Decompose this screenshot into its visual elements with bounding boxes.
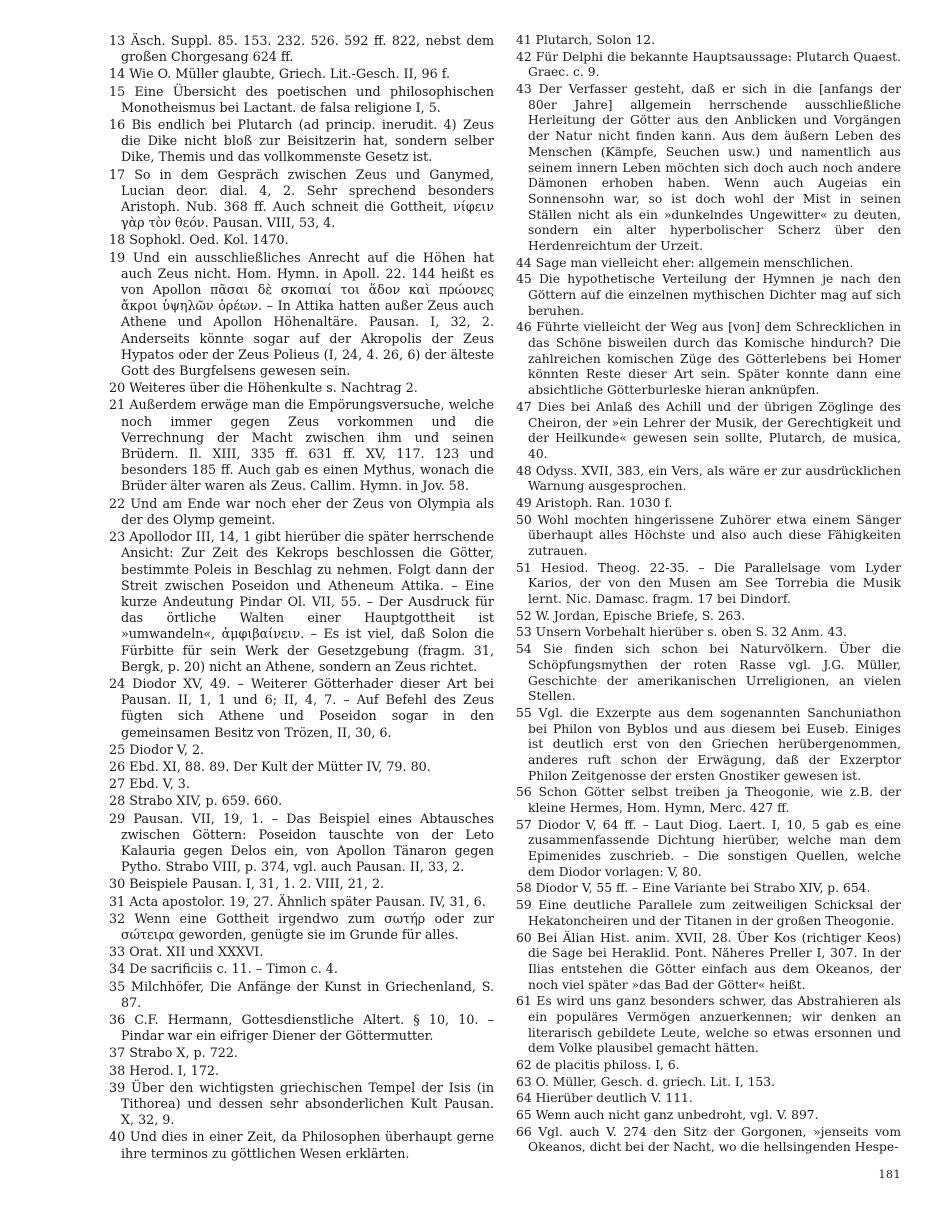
footnote-text: Führte vielleicht der Weg aus [von] dem Schrecklichen in das Schöne bisweilen durch das Komische hindurch? Die zahlreichen komischen Züge des Götterlebens bei Homer könnten Reste dieser Art sein. Später konnte dann eine absichtliche Götterburleske hieran anknüpfen. xyxy=(528,320,901,398)
footnote xyxy=(516,1091,901,1107)
footnote-text: Für Delphi die bekannte Hauptsaussage: Plutarch Quaest. Graec. c. 9. xyxy=(528,49,901,80)
footnote-text: Eine deutliche Parallele zum zeitweiligen Schicksal der Hekatoncheiren und der Titanen in der großen Theogonie. xyxy=(528,898,901,928)
footnote-number: 43 xyxy=(516,82,532,97)
footnote-text: C.F. Hermann, Gottesdienstliche Altert. § 10, 10. – Pindar war ein eifriger Diener der Göttermutter. xyxy=(121,1011,494,1044)
footnote-text: Weiteres über die Höhenkulte s. Nachtrag 2. xyxy=(129,380,418,396)
footnote-number: 22 xyxy=(109,495,126,511)
footnote xyxy=(516,994,901,1057)
footnote-number: 39 xyxy=(109,1079,126,1095)
footnote-text: Eine Übersicht des poetischen und philosophischen Monotheismus bei Lactant. de falsa religione I, 5. xyxy=(121,83,494,115)
footnote xyxy=(109,1045,494,1061)
footnote-text: Hesiod. Theog. 22-35. – Die Parallelsage vom Lyder Karios, der von den Musen am See Torrebia die Musik lernt. Nic. Damasc. fragm. 17 bei Dindorf. xyxy=(528,560,901,607)
footnote-text: Vgl. auch V. 274 den Sitz der Gorgonen, »jenseits vom Okeanos, dicht bei der Nacht, wo die hellsingenden Hespe- xyxy=(528,1124,901,1155)
footnote xyxy=(516,609,901,625)
footnote-number: 46 xyxy=(516,320,532,335)
page-number: 181 xyxy=(878,1168,901,1181)
footnote-number: 57 xyxy=(516,817,532,832)
footnote xyxy=(516,931,901,994)
footnote-number: 27 xyxy=(109,776,126,792)
footnote-number: 38 xyxy=(109,1062,126,1078)
footnote-text: Hierüber deutlich V. 111. xyxy=(535,1091,693,1106)
footnote-text: Dies bei Anlaß des Achill und der übrigen Zöglinge des Cheiron, der »ein Lehrer der Musik, der Gerechtigkeit und der Heilkunde« gewesen sein sollte, Plutarch, de musica, 40. xyxy=(528,399,901,461)
footnote-number: 55 xyxy=(516,705,532,720)
notes-column-right xyxy=(516,33,901,1157)
footnote-text: Diodor V, 55 ff. – Eine Variante bei Strabo XIV, p. 654. xyxy=(535,881,871,896)
footnote-number: 15 xyxy=(109,83,126,99)
notes-column-left xyxy=(109,33,494,1163)
footnote-text: De sacrificiis c. 11. – Timon c. 4. xyxy=(129,961,338,977)
footnote xyxy=(109,84,494,116)
footnote-text: Außerdem erwäge man die Empörungsversuche, welche noch immer gegen Zeus vorkommen und die Verrechnung der Macht zwischen ihm und seinen Brüdern. Il. XIII, 335 ff. 631 ff. XV, 117. 123 und besonders 185 ff. Auch gab es einen Mythus, wonach die Brüder älter waren als Zeus. Callim. Hymn. in Jov. 58. xyxy=(121,397,494,494)
footnote-text: Herod. I, 172. xyxy=(129,1062,219,1078)
footnote-text: Äsch. Suppl. 85. 153. 232. 526. 592 ff. 822, nebst dem großen Chorgesang 624 ff. xyxy=(121,33,494,65)
footnote-text: Vgl. die Exzerpte aus dem sogenannten Sanchuniathon bei Philon von Byblos und aus diesem bei Euseb. Einiges ist deutlich erst von den Griechen herübergenommen, anderes ruft schon der Erwägung, daß der Exzerptor Philon Zeitgenosse der ersten Gnostiker gewesen ist. xyxy=(528,705,901,783)
footnote-text: Diodor V, 2. xyxy=(129,741,205,757)
footnote-text: Aristoph. Ran. 1030 f. xyxy=(535,495,673,510)
footnote xyxy=(516,272,901,319)
footnote xyxy=(109,1129,494,1161)
footnote xyxy=(516,33,901,49)
footnote-number: 65 xyxy=(516,1108,532,1123)
footnote xyxy=(109,496,494,528)
footnote-text: Über den wichtigsten griechischen Tempel der Isis (in Tithorea) und dessen sehr absonderlichen Kult Pausan. X, 32, 9. xyxy=(121,1079,494,1128)
footnote xyxy=(109,397,494,494)
footnote-text: Apollodor III, 14, 1 gibt hierüber die später herrschende Ansicht: Zur Zeit des Kekrops beschlossen die Götter, bestimmte Poleis in Beschlag zu nehmen. Folgt dann der Streit zwischen Poseidon und Atheneum Attika. – Eine kurze Andeutung Pindar Ol. VII, 55. – Der Ausdruck für das örtliche Walten einer Hauptgottheit ist »umwandeln«, ἀμφιβαίνειν. – Es ist viel, daß Solon die Fürbitte für sein Werk der Gesetzgebung (fragm. 31, Bergk, p. 20) nicht an Athene, sondern an Zeus richtet. xyxy=(121,529,494,674)
footnote-number: 24 xyxy=(109,675,126,691)
footnote xyxy=(109,742,494,758)
footnote-number: 36 xyxy=(109,1011,126,1027)
footnote-text: Wie O. Müller glaubte, Griech. Lit.-Gesch. II, 96 f. xyxy=(129,66,450,82)
footnote-number: 52 xyxy=(516,608,532,623)
footnote-number: 31 xyxy=(109,893,126,909)
footnote-text: Strabo X, p. 722. xyxy=(129,1045,238,1061)
footnote-text: O. Müller, Gesch. d. griech. Lit. I, 153. xyxy=(535,1074,775,1089)
footnote-text: Acta apostolor. 19, 27. Ähnlich später Pausan. IV, 31, 6. xyxy=(129,893,486,909)
footnote-text: Ebd. V, 3. xyxy=(129,776,190,792)
footnote xyxy=(516,881,901,897)
footnote xyxy=(516,785,901,816)
footnote-number: 30 xyxy=(109,876,126,892)
footnote xyxy=(109,876,494,892)
footnote-text: Milchhöfer, Die Anfänge der Kunst in Griechenland, S. 87. xyxy=(121,978,494,1010)
footnote-text: Diodor V, 64 ff. – Laut Diog. Laert. I, 10, 5 gab es eine zusammenfassende Dichtung hierüber, welche man dem Epimenides zuschrieb. – Die sonstigen Quellen, welche dem Diodor vorlagen: V, 80. xyxy=(528,817,901,879)
footnote xyxy=(109,117,494,166)
footnote-text: Und am Ende war noch eher der Zeus von Olympia als der des Olymp gemeint. xyxy=(121,495,494,527)
footnote-text: Die hypothetische Verteilung der Hymnen je nach den Göttern auf die einzelnen mythischen Dichter mag auf sich beruhen. xyxy=(528,272,901,318)
footnote-text: Beispiele Pausan. I, 31, 1. 2. VIII, 21, 2. xyxy=(129,876,385,892)
footnote-number: 50 xyxy=(516,512,532,527)
footnote-number: 13 xyxy=(109,33,126,48)
footnote-number: 61 xyxy=(516,994,532,1009)
footnote xyxy=(109,1012,494,1044)
footnote-text: Pausan. VII, 19, 1. – Das Beispiel eines Abtausches zwischen Göttern: Poseidon tauschte von der Leto Kalauria gegen Delos ein, von Apollon Tänaron gegen Pytho. Strabo VIII, p. 374, vgl. auch Pausan. II, 33, 2. xyxy=(121,810,494,875)
footnote xyxy=(516,50,901,81)
footnote xyxy=(516,496,901,512)
footnote-number: 66 xyxy=(516,1124,532,1139)
footnote xyxy=(109,232,494,248)
footnote-number: 33 xyxy=(109,944,126,960)
footnote xyxy=(516,400,901,463)
footnote xyxy=(109,944,494,960)
footnote-number: 14 xyxy=(109,66,126,82)
footnote xyxy=(516,1125,901,1156)
footnote-text: Bis endlich bei Plutarch (ad princip. inerudit. 4) Zeus die Dike nicht bloß zur Beisitzerin hat, sondern selber Dike, Themis und das vollkommenste Gesetz ist. xyxy=(121,117,494,165)
footnote-number: 59 xyxy=(516,898,532,913)
footnote xyxy=(109,776,494,792)
footnote-number: 35 xyxy=(109,978,126,994)
footnote-number: 17 xyxy=(109,166,126,182)
footnote xyxy=(109,380,494,396)
footnote-text: Plutarch, Solon 12. xyxy=(535,33,656,47)
footnote-number: 28 xyxy=(109,793,126,809)
footnote xyxy=(109,167,494,232)
footnote-text: Sophokl. Oed. Kol. 1470. xyxy=(129,232,289,248)
footnote-number: 19 xyxy=(109,249,126,265)
footnote xyxy=(109,979,494,1011)
footnote xyxy=(109,250,494,380)
footnote-text: Sage man vielleicht eher: allgemein menschlichen. xyxy=(535,255,854,270)
footnote xyxy=(109,1063,494,1079)
footnote-number: 63 xyxy=(516,1074,532,1089)
footnote xyxy=(109,529,494,675)
footnote xyxy=(516,561,901,608)
footnote-text: Unsern Vorbehalt hierüber s. oben S. 32 Anm. 43. xyxy=(535,625,847,640)
footnote-number: 45 xyxy=(516,272,532,287)
footnote xyxy=(516,320,901,398)
footnote xyxy=(109,961,494,977)
footnote-number: 60 xyxy=(516,930,532,945)
footnote xyxy=(109,66,494,82)
footnote-text: So in dem Gespräch zwischen Zeus und Ganymed, Lucian deor. dial. 4, 2. Sehr sprechend besonders Aristoph. Nub. 368 ff. Auch schneit die Gottheit, νίφειν γὰρ τὸν θεόν. Pausan. VIII, 53, 4. xyxy=(121,166,494,231)
footnote-text: W. Jordan, Epische Briefe, S. 263. xyxy=(535,608,746,623)
footnote-number: 26 xyxy=(109,758,126,774)
footnote xyxy=(516,82,901,255)
footnote-text: Und ein ausschließliches Anrecht auf die Höhen hat auch Zeus nicht. Hom. Hymn. in Apoll. 22. 144 heißt es von Apollon πᾶσαι δὲ σκοπιαί τοι ἅδον καὶ πρώονες ἄκροι ὑψηλῶν ὀρέων. – In Attika hatten außer Zeus auch Athene und Apollon Höhenaltäre. Pausan. I, 32, 2. Anderseits könnte sogar auf der Akropolis der Zeus Hypatos oder der Zeus Polieus (I, 24, 4. 26, 6) der älteste Gott des Burgfelsens gewesen sein. xyxy=(121,249,494,379)
footnote-number: 32 xyxy=(109,910,126,926)
footnote-number: 25 xyxy=(109,741,126,757)
footnote-number: 48 xyxy=(516,463,532,478)
footnote xyxy=(516,706,901,784)
footnote-text: Ebd. XI, 88. 89. Der Kult der Mütter IV, 79. 80. xyxy=(129,758,431,774)
footnote xyxy=(516,464,901,495)
footnote xyxy=(516,1108,901,1124)
footnote-number: 18 xyxy=(109,232,126,248)
footnote-text: Schon Götter selbst treiben ja Theogonie, wie z.B. der kleine Hermes, Hom. Hymn, Merc. 427 ff. xyxy=(528,785,901,815)
footnote-number: 56 xyxy=(516,785,532,800)
footnote xyxy=(516,513,901,560)
footnote-text: de placitis philoss. I, 6. xyxy=(535,1058,680,1072)
footnote-text: Bei Älian Hist. anim. XVII, 28. Über Kos (richtiger Keos) die Sage bei Heraklid. Pont. Näheres Preller I, 307. In der Ilias entstehen die Götter einfach aus dem Okeanos, der noch viel später »das Bad der Götter« heißt. xyxy=(528,930,901,992)
footnote-text: Odyss. XVII, 383, ein Vers, als wäre er zur ausdrücklichen Warnung ausgesprochen. xyxy=(528,463,901,494)
footnote-number: 34 xyxy=(109,961,126,977)
footnote-number: 49 xyxy=(516,495,532,510)
footnote-number: 54 xyxy=(516,642,532,657)
footnote xyxy=(109,1080,494,1129)
footnote xyxy=(109,759,494,775)
footnote-text: Strabo XIV, p. 659. 660. xyxy=(129,793,283,809)
footnote-text: Orat. XII und XXXVI. xyxy=(129,944,264,960)
footnote xyxy=(109,33,494,65)
footnote-number: 64 xyxy=(516,1091,532,1106)
footnote xyxy=(516,1075,901,1091)
footnote-text: Wenn eine Gottheit irgendwo zum σωτήρ oder zur σώτειρα geworden, genügte sie im Grunde für alles. xyxy=(121,910,494,942)
footnote-number: 62 xyxy=(516,1058,532,1072)
footnote xyxy=(516,898,901,929)
footnote-text: Es wird uns ganz besonders schwer, das Abstrahieren als ein populäres Vermögen anzuerkennen; wir denken an literarisch gebildete Leute, welche so etwas ersonnen und dem Volke plausibel gemacht hätten. xyxy=(528,994,901,1056)
footnote xyxy=(516,625,901,641)
footnote-text: Wohl mochten hingerissene Zuhörer etwa einem Sänger überhaupt alles Höchste und also auch diese Fähigkeiten zutrauen. xyxy=(528,512,901,558)
footnote xyxy=(516,818,901,881)
footnote xyxy=(109,894,494,910)
footnote-number: 47 xyxy=(516,399,532,414)
footnote-number: 53 xyxy=(516,625,532,640)
footnote-text: Der Verfasser gesteht, daß er sich in die [anfangs der 80er Jahre] allgemein herrschende ausschließliche Herleitung der Götter aus den Anblicken und Vorgängen der Natur nicht finden kann. Aus dem äußern Leben des Menschen (Kämpfe, Seuchen usw.) und namentlich aus seinem innern Leben möchten sich doch auch noch andere Dämonen erhoben haben. Wenn auch Augeias ein Sonnensohn war, so ist doch wohl der Mist in seinen Ställen nicht als ein »dunkelndes Ungewitter« zu deuten, sondern ein alter hyperbolischer Scherz über den Herdenreichtum der Urzeit. xyxy=(528,82,901,253)
footnote-number: 40 xyxy=(109,1129,126,1145)
footnote-number: 42 xyxy=(516,49,532,64)
footnote-number: 23 xyxy=(109,529,126,545)
footnote xyxy=(516,1058,901,1074)
footnote-number: 41 xyxy=(516,33,532,47)
footnote-number: 20 xyxy=(109,380,126,396)
footnote-text: Diodor XV, 49. – Weiterer Götterhader dieser Art bei Pausan. II, 1, 1 und 6; II, 4, 7. – Auf Befehl des Zeus fügten sich Athene und Poseidon sogar in den gemeinsamen Besitz von Trözen, II, 30, 6. xyxy=(121,675,494,740)
footnote-number: 29 xyxy=(109,810,126,826)
footnote-number: 16 xyxy=(109,117,126,133)
footnote-text: Und dies in einer Zeit, da Philosophen überhaupt gerne ihre terminos zu göttlichen Wesen erklärten. xyxy=(121,1129,494,1161)
footnote-number: 44 xyxy=(516,255,532,270)
footnote xyxy=(109,811,494,876)
footnote-number: 51 xyxy=(516,560,532,575)
footnote xyxy=(109,676,494,741)
footnote-text: Sie finden sich schon bei Naturvölkern. Über die Schöpfungsmythen der roten Rasse vgl. J.G. Müller, Geschichte der amerikanischen Urreligionen, an vielen Stellen. xyxy=(528,642,901,704)
footnote-number: 37 xyxy=(109,1045,126,1061)
footnote xyxy=(109,911,494,943)
footnote-number: 21 xyxy=(109,397,126,413)
footnote-number: 58 xyxy=(516,881,532,896)
footnote xyxy=(109,793,494,809)
document-page xyxy=(109,33,901,1198)
footnote xyxy=(516,642,901,705)
footnote xyxy=(516,256,901,272)
footnote-text: Wenn auch nicht ganz unbedroht, vgl. V. 897. xyxy=(535,1108,819,1123)
